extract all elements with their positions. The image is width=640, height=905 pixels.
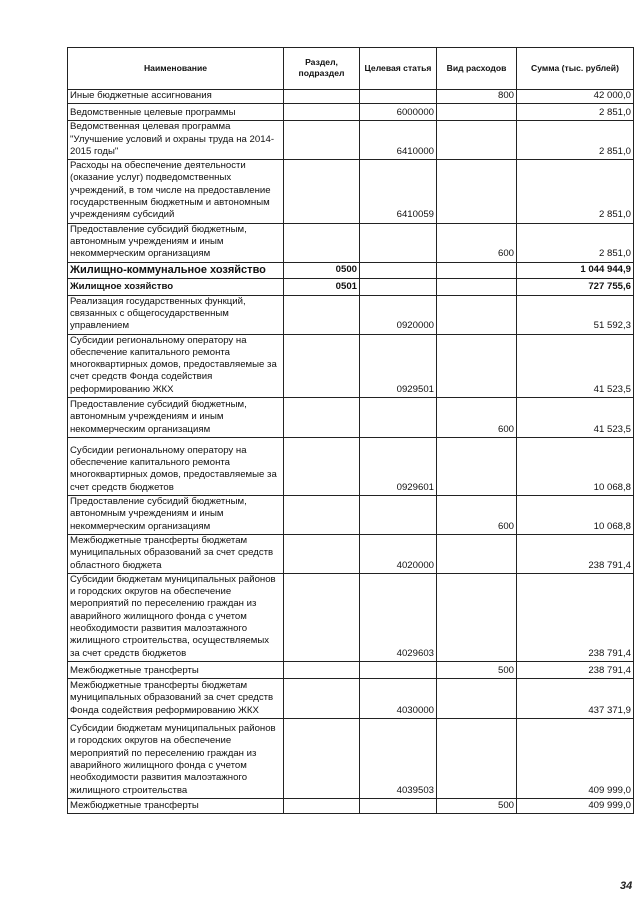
cell-sum: 727 755,6 bbox=[517, 278, 634, 295]
cell-name: Жилищно-коммунальное хозяйство bbox=[68, 262, 284, 278]
cell-target bbox=[360, 262, 437, 278]
cell-sum: 41 523,5 bbox=[517, 398, 634, 438]
cell-kind bbox=[437, 334, 517, 397]
table-row bbox=[68, 798, 634, 813]
cell-target: 6410000 bbox=[360, 121, 437, 160]
col-target: Целевая статья bbox=[360, 48, 437, 90]
cell-name: Субсидии бюджетам муниципальных районов и городских округов на обеспечение мероприятий по переселению граждан из аварийного жилищного фонда с учетом необходимости развития малоэтажного жилищного строительства bbox=[68, 718, 284, 798]
cell-name: Иные бюджетные ассигнования bbox=[68, 90, 284, 104]
table-row bbox=[68, 295, 634, 334]
table-row bbox=[68, 573, 634, 661]
cell-name: Предоставление субсидий бюджетным, автономным учреждениям и иным некоммерческим организациям bbox=[68, 223, 284, 262]
cell-name: Ведомственные целевые программы bbox=[68, 104, 284, 121]
cell-kind: 600 bbox=[437, 496, 517, 535]
cell-target bbox=[360, 90, 437, 104]
cell-kind: 500 bbox=[437, 661, 517, 678]
cell-section bbox=[284, 160, 360, 223]
table-row bbox=[68, 104, 634, 121]
cell-kind bbox=[437, 295, 517, 334]
cell-name: Расходы на обеспечение деятельности (оказание услуг) подведомственных учреждений, в том числе на предоставление государственным бюджетным и автономным учреждениям субсидий bbox=[68, 160, 284, 223]
cell-section bbox=[284, 121, 360, 160]
cell-section bbox=[284, 661, 360, 678]
cell-name: Субсидии бюджетам муниципальных районов и городских округов на обеспечение мероприятий по переселению граждан из аварийного жилищного фонда с учетом необходимости развития малоэтажного жилищного строительства, осуществляемых за счет средств бюджетов bbox=[68, 573, 284, 661]
table-row bbox=[68, 438, 634, 496]
table-row bbox=[68, 278, 634, 295]
cell-kind: 500 bbox=[437, 798, 517, 813]
table-row bbox=[68, 223, 634, 262]
cell-name: Жилищное хозяйство bbox=[68, 278, 284, 295]
cell-sum: 409 999,0 bbox=[517, 798, 634, 813]
cell-kind bbox=[437, 534, 517, 573]
cell-section bbox=[284, 678, 360, 718]
cell-sum: 2 851,0 bbox=[517, 104, 634, 121]
cell-target: 0929501 bbox=[360, 334, 437, 397]
cell-sum: 10 068,8 bbox=[517, 438, 634, 496]
cell-sum: 238 791,4 bbox=[517, 534, 634, 573]
cell-kind bbox=[437, 104, 517, 121]
table-row bbox=[68, 90, 634, 104]
cell-target: 0920000 bbox=[360, 295, 437, 334]
cell-section bbox=[284, 573, 360, 661]
cell-section bbox=[284, 438, 360, 496]
cell-kind bbox=[437, 160, 517, 223]
cell-name: Межбюджетные трансферты бюджетам муниципальных образований за счет средств Фонда содействия реформированию ЖКХ bbox=[68, 678, 284, 718]
cell-section: 0501 bbox=[284, 278, 360, 295]
cell-sum: 238 791,4 bbox=[517, 573, 634, 661]
cell-kind bbox=[437, 718, 517, 798]
cell-name: Предоставление субсидий бюджетным, автономным учреждениям и иным некоммерческим организациям bbox=[68, 496, 284, 535]
cell-target bbox=[360, 398, 437, 438]
cell-kind bbox=[437, 121, 517, 160]
cell-kind bbox=[437, 278, 517, 295]
cell-section bbox=[284, 534, 360, 573]
cell-name: Межбюджетные трансферты бюджетам муниципальных образований за счет средств областного бюджета bbox=[68, 534, 284, 573]
table-row bbox=[68, 121, 634, 160]
cell-section bbox=[284, 398, 360, 438]
cell-section bbox=[284, 496, 360, 535]
cell-kind: 600 bbox=[437, 223, 517, 262]
table-row bbox=[68, 262, 634, 278]
cell-target: 6000000 bbox=[360, 104, 437, 121]
cell-kind: 600 bbox=[437, 398, 517, 438]
cell-sum: 42 000,0 bbox=[517, 90, 634, 104]
table-row bbox=[68, 661, 634, 678]
cell-sum: 51 592,3 bbox=[517, 295, 634, 334]
cell-target bbox=[360, 278, 437, 295]
cell-sum: 409 999,0 bbox=[517, 718, 634, 798]
col-sum: Сумма (тыс. рублей) bbox=[517, 48, 634, 90]
table-row bbox=[68, 398, 634, 438]
cell-section bbox=[284, 798, 360, 813]
table-row bbox=[68, 160, 634, 223]
cell-sum: 2 851,0 bbox=[517, 223, 634, 262]
cell-kind bbox=[437, 573, 517, 661]
cell-name: Субсидии региональному оператору на обеспечение капитального ремонта многоквартирных домов, предоставляемые за счет средств бюджетов bbox=[68, 438, 284, 496]
cell-name: Ведомственная целевая программа "Улучшение условий и охраны труда на 2014-2015 годы" bbox=[68, 121, 284, 160]
table-row bbox=[68, 718, 634, 798]
page-number: 34 bbox=[620, 880, 633, 892]
cell-sum: 10 068,8 bbox=[517, 496, 634, 535]
cell-name: Межбюджетные трансферты bbox=[68, 798, 284, 813]
cell-target: 4030000 bbox=[360, 678, 437, 718]
cell-name: Реализация государственных функций, связанных с общегосударственным управлением bbox=[68, 295, 284, 334]
cell-target bbox=[360, 798, 437, 813]
table-header bbox=[68, 48, 634, 90]
cell-section: 0500 bbox=[284, 262, 360, 278]
table-row bbox=[68, 534, 634, 573]
table-row bbox=[68, 334, 634, 397]
budget-table bbox=[67, 47, 634, 814]
cell-section bbox=[284, 223, 360, 262]
col-kind: Вид расходов bbox=[437, 48, 517, 90]
cell-section bbox=[284, 104, 360, 121]
cell-name: Межбюджетные трансферты bbox=[68, 661, 284, 678]
table-row bbox=[68, 678, 634, 718]
cell-name: Предоставление субсидий бюджетным, автономным учреждениям и иным некоммерческим организациям bbox=[68, 398, 284, 438]
cell-target bbox=[360, 496, 437, 535]
cell-section bbox=[284, 90, 360, 104]
cell-target: 0929601 bbox=[360, 438, 437, 496]
cell-kind: 800 bbox=[437, 90, 517, 104]
cell-sum: 41 523,5 bbox=[517, 334, 634, 397]
cell-name: Субсидии региональному оператору на обеспечение капитального ремонта многоквартирных домов, предоставляемые за счет средств Фонда содействия реформированию ЖКХ bbox=[68, 334, 284, 397]
cell-target: 6410059 bbox=[360, 160, 437, 223]
cell-target bbox=[360, 223, 437, 262]
col-section: Раздел, подраздел bbox=[284, 48, 360, 90]
cell-sum: 437 371,9 bbox=[517, 678, 634, 718]
cell-sum: 1 044 944,9 bbox=[517, 262, 634, 278]
cell-target bbox=[360, 661, 437, 678]
col-name: Наименование bbox=[68, 48, 284, 90]
table-row bbox=[68, 496, 634, 535]
cell-target: 4029603 bbox=[360, 573, 437, 661]
cell-sum: 238 791,4 bbox=[517, 661, 634, 678]
cell-section bbox=[284, 334, 360, 397]
cell-target: 4039503 bbox=[360, 718, 437, 798]
cell-sum: 2 851,0 bbox=[517, 160, 634, 223]
cell-section bbox=[284, 718, 360, 798]
cell-target: 4020000 bbox=[360, 534, 437, 573]
cell-kind bbox=[437, 678, 517, 718]
cell-kind bbox=[437, 438, 517, 496]
cell-section bbox=[284, 295, 360, 334]
cell-sum: 2 851,0 bbox=[517, 121, 634, 160]
cell-kind bbox=[437, 262, 517, 278]
